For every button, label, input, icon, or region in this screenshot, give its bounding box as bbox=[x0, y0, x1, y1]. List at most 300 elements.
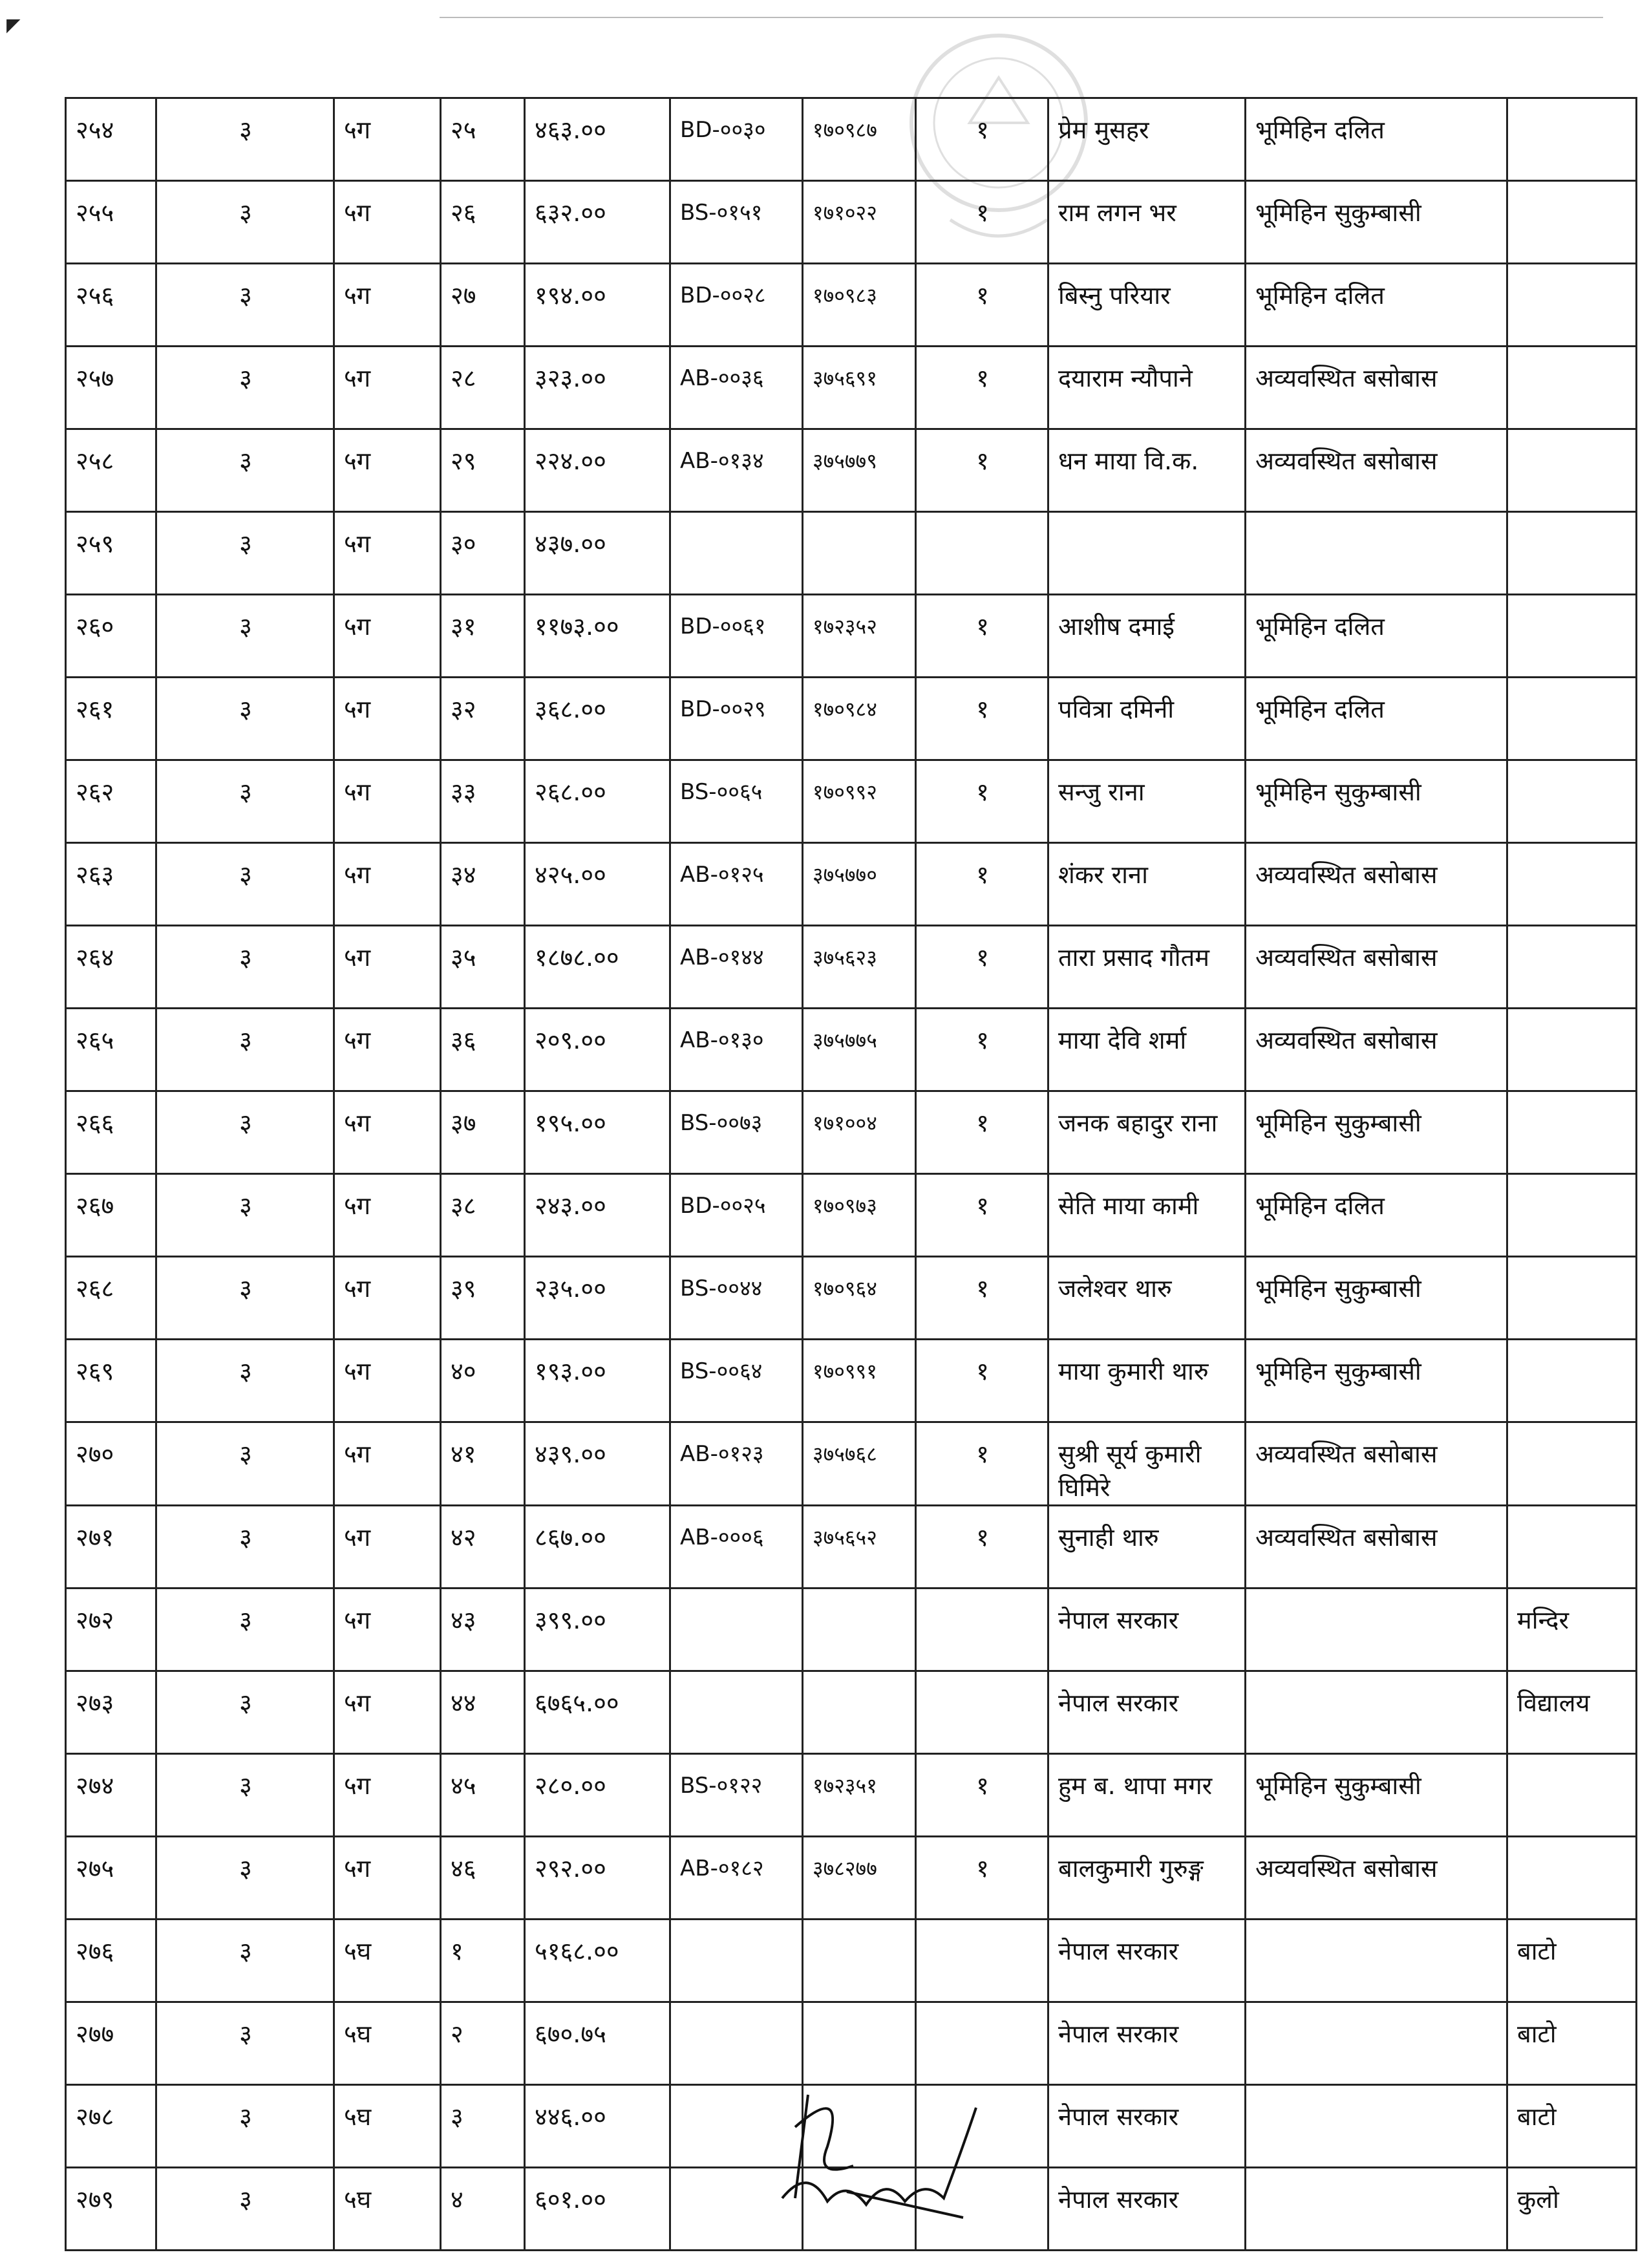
cell-sn: २६४ bbox=[66, 926, 156, 1009]
cell-owner-name: राम लगन भर bbox=[1048, 181, 1246, 264]
cell-certificate-code: AB-०१३४ bbox=[670, 429, 803, 512]
cell-sn: २५९ bbox=[66, 512, 156, 595]
cell-id-number: ३७५७७० bbox=[803, 843, 916, 926]
cell-certificate-code: BS-००७३ bbox=[670, 1091, 803, 1174]
cell-share: १ bbox=[916, 1754, 1048, 1837]
cell-id-number: १७०९८३ bbox=[803, 264, 916, 347]
cell-sn: २५६ bbox=[66, 264, 156, 347]
cell-id-number: १७२३५२ bbox=[803, 595, 916, 678]
cell-certificate-code bbox=[670, 1920, 803, 2002]
cell-ward: ३ bbox=[156, 1091, 334, 1174]
cell-ward: ३ bbox=[156, 1920, 334, 2002]
cell-share bbox=[916, 1589, 1048, 1671]
table-body bbox=[66, 98, 1637, 2251]
cell-category bbox=[1246, 2085, 1507, 2168]
cell-parcel: २५ bbox=[441, 98, 525, 181]
cell-sheet: ५ग bbox=[334, 181, 441, 264]
cell-sn: २५७ bbox=[66, 347, 156, 429]
cell-area: २३५.०० bbox=[525, 1257, 670, 1340]
cell-parcel: २९ bbox=[441, 429, 525, 512]
cell-category: भूमिहिन सुकुम्बासी bbox=[1246, 1340, 1507, 1422]
cell-certificate-code bbox=[670, 1589, 803, 1671]
table-row bbox=[66, 264, 1637, 347]
cell-sheet: ५ग bbox=[334, 1257, 441, 1340]
cell-parcel: ४३ bbox=[441, 1589, 525, 1671]
cell-owner-name: आशीष दमाई bbox=[1048, 595, 1246, 678]
cell-share: १ bbox=[916, 595, 1048, 678]
cell-category: अव्यवस्थित बसोबास bbox=[1246, 843, 1507, 926]
cell-id-number: ३७५६५२ bbox=[803, 1506, 916, 1589]
cell-owner-name: पवित्रा दमिनी bbox=[1048, 678, 1246, 760]
cell-category: भूमिहिन दलित bbox=[1246, 98, 1507, 181]
cell-ward: ३ bbox=[156, 1506, 334, 1589]
cell-parcel: ३४ bbox=[441, 843, 525, 926]
cell-id-number bbox=[803, 1920, 916, 2002]
cell-owner-name: नेपाल सरकार bbox=[1048, 2002, 1246, 2085]
cell-sn: २७० bbox=[66, 1422, 156, 1506]
cell-sn: २६६ bbox=[66, 1091, 156, 1174]
cell-parcel: ३५ bbox=[441, 926, 525, 1009]
cell-certificate-code: AB-०१८२ bbox=[670, 1837, 803, 1920]
cell-parcel: ४६ bbox=[441, 1837, 525, 1920]
cell-category: भूमिहिन सुकुम्बासी bbox=[1246, 760, 1507, 843]
table-row bbox=[66, 1506, 1637, 1589]
cell-sheet: ५ग bbox=[334, 1671, 441, 1754]
cell-area: २९२.०० bbox=[525, 1837, 670, 1920]
cell-id-number: ३७८२७७ bbox=[803, 1837, 916, 1920]
cell-id-number: ३७५७६८ bbox=[803, 1422, 916, 1506]
cell-sheet: ५ग bbox=[334, 760, 441, 843]
cell-remark: बाटो bbox=[1507, 2002, 1637, 2085]
cell-ward: ३ bbox=[156, 843, 334, 926]
cell-sn: २६७ bbox=[66, 1174, 156, 1257]
cell-share: १ bbox=[916, 926, 1048, 1009]
cell-sn: २७२ bbox=[66, 1589, 156, 1671]
cell-certificate-code: BS-००४४ bbox=[670, 1257, 803, 1340]
cell-id-number: ३७५६९१ bbox=[803, 347, 916, 429]
cell-remark bbox=[1507, 347, 1637, 429]
cell-area: ४६३.०० bbox=[525, 98, 670, 181]
top-rule bbox=[440, 17, 1603, 18]
cell-parcel: ३३ bbox=[441, 760, 525, 843]
cell-certificate-code: BS-००६४ bbox=[670, 1340, 803, 1422]
cell-remark bbox=[1507, 181, 1637, 264]
cell-owner-name: बिस्नु परियार bbox=[1048, 264, 1246, 347]
cell-ward: ३ bbox=[156, 2002, 334, 2085]
table-row bbox=[66, 1671, 1637, 1754]
cell-sn: २६२ bbox=[66, 760, 156, 843]
cell-id-number: १७०९९२ bbox=[803, 760, 916, 843]
table-row bbox=[66, 843, 1637, 926]
cell-ward: ३ bbox=[156, 1257, 334, 1340]
cell-area: ५१६८.०० bbox=[525, 1920, 670, 2002]
cell-share bbox=[916, 1920, 1048, 2002]
cell-remark bbox=[1507, 678, 1637, 760]
cell-area: ४२५.०० bbox=[525, 843, 670, 926]
cell-id-number bbox=[803, 1671, 916, 1754]
cell-ward: ३ bbox=[156, 1754, 334, 1837]
cell-ward: ३ bbox=[156, 1671, 334, 1754]
cell-id-number: ३७५७७९ bbox=[803, 429, 916, 512]
cell-ward: ३ bbox=[156, 2085, 334, 2168]
cell-sheet: ५ग bbox=[334, 1589, 441, 1671]
cell-sn: २६८ bbox=[66, 1257, 156, 1340]
cell-owner-name: जलेश्वर थारु bbox=[1048, 1257, 1246, 1340]
cell-sheet: ५घ bbox=[334, 2168, 441, 2251]
cell-share: १ bbox=[916, 1009, 1048, 1091]
cell-category: भूमिहिन दलित bbox=[1246, 678, 1507, 760]
cell-ward: ३ bbox=[156, 760, 334, 843]
cell-area: ६७०.७५ bbox=[525, 2002, 670, 2085]
cell-share: १ bbox=[916, 1174, 1048, 1257]
cell-certificate-code: BS-०१५१ bbox=[670, 181, 803, 264]
cell-ward: ३ bbox=[156, 1174, 334, 1257]
cell-remark bbox=[1507, 1754, 1637, 1837]
cell-remark bbox=[1507, 760, 1637, 843]
cell-category: अव्यवस्थित बसोबास bbox=[1246, 926, 1507, 1009]
table-row bbox=[66, 595, 1637, 678]
cell-area: १९४.०० bbox=[525, 264, 670, 347]
table-row bbox=[66, 512, 1637, 595]
table-row bbox=[66, 760, 1637, 843]
cell-category bbox=[1246, 2002, 1507, 2085]
cell-sheet: ५ग bbox=[334, 1340, 441, 1422]
cell-share: १ bbox=[916, 1340, 1048, 1422]
cell-remark bbox=[1507, 1174, 1637, 1257]
cell-area: ६३२.०० bbox=[525, 181, 670, 264]
cell-share: १ bbox=[916, 98, 1048, 181]
cell-area: ३९९.०० bbox=[525, 1589, 670, 1671]
cell-category bbox=[1246, 1920, 1507, 2002]
table-row bbox=[66, 1589, 1637, 1671]
cell-category bbox=[1246, 2168, 1507, 2251]
cell-sheet: ५ग bbox=[334, 429, 441, 512]
cell-owner-name: प्रेम मुसहर bbox=[1048, 98, 1246, 181]
cell-remark: मन्दिर bbox=[1507, 1589, 1637, 1671]
table-row bbox=[66, 1091, 1637, 1174]
land-record-table bbox=[65, 97, 1637, 2251]
cell-share bbox=[916, 1671, 1048, 1754]
cell-ward: ३ bbox=[156, 1009, 334, 1091]
cell-category: अव्यवस्थित बसोबास bbox=[1246, 1506, 1507, 1589]
table-row bbox=[66, 1009, 1637, 1091]
cell-owner-name: नेपाल सरकार bbox=[1048, 1920, 1246, 2002]
cell-sn: २६९ bbox=[66, 1340, 156, 1422]
cell-share: १ bbox=[916, 1506, 1048, 1589]
cell-owner-name: शंकर राना bbox=[1048, 843, 1246, 926]
cell-remark bbox=[1507, 1506, 1637, 1589]
cell-certificate-code: AB-०१२५ bbox=[670, 843, 803, 926]
cell-sn: २७५ bbox=[66, 1837, 156, 1920]
cell-share: १ bbox=[916, 347, 1048, 429]
table-row bbox=[66, 926, 1637, 1009]
cell-ward: ३ bbox=[156, 512, 334, 595]
cell-ward: ३ bbox=[156, 181, 334, 264]
cell-sheet: ५ग bbox=[334, 347, 441, 429]
cell-category bbox=[1246, 1589, 1507, 1671]
cell-owner-name: सुनाही थारु bbox=[1048, 1506, 1246, 1589]
cell-remark bbox=[1507, 429, 1637, 512]
cell-ward: ३ bbox=[156, 926, 334, 1009]
cell-category: अव्यवस्थित बसोबास bbox=[1246, 1009, 1507, 1091]
cell-parcel: ३८ bbox=[441, 1174, 525, 1257]
cell-id-number: ३७५७७५ bbox=[803, 1009, 916, 1091]
cell-category: भूमिहिन दलित bbox=[1246, 595, 1507, 678]
cell-id-number: १७०९६४ bbox=[803, 1257, 916, 1340]
cell-certificate-code: BD-००२८ bbox=[670, 264, 803, 347]
cell-owner-name: नेपाल सरकार bbox=[1048, 2168, 1246, 2251]
cell-owner-name: हुम ब. थापा मगर bbox=[1048, 1754, 1246, 1837]
cell-remark: विद्यालय bbox=[1507, 1671, 1637, 1754]
cell-sn: २५४ bbox=[66, 98, 156, 181]
cell-sheet: ५ग bbox=[334, 98, 441, 181]
cell-area: २०९.०० bbox=[525, 1009, 670, 1091]
cell-sheet: ५घ bbox=[334, 2002, 441, 2085]
cell-id-number: ३७५६२३ bbox=[803, 926, 916, 1009]
cell-certificate-code: BD-००२५ bbox=[670, 1174, 803, 1257]
table-row bbox=[66, 1837, 1637, 1920]
cell-remark bbox=[1507, 843, 1637, 926]
cell-sheet: ५घ bbox=[334, 1920, 441, 2002]
cell-remark: कुलो bbox=[1507, 2168, 1637, 2251]
cell-ward: ३ bbox=[156, 595, 334, 678]
table-row bbox=[66, 1340, 1637, 1422]
cell-owner-name: जनक बहादुर राना bbox=[1048, 1091, 1246, 1174]
cell-parcel: ३ bbox=[441, 2085, 525, 2168]
signature bbox=[769, 2069, 1002, 2231]
cell-owner-name: नेपाल सरकार bbox=[1048, 1671, 1246, 1754]
cell-parcel: ४ bbox=[441, 2168, 525, 2251]
cell-parcel: ३१ bbox=[441, 595, 525, 678]
cell-id-number: १७१००४ bbox=[803, 1091, 916, 1174]
cell-share: १ bbox=[916, 1091, 1048, 1174]
cell-owner-name: नेपाल सरकार bbox=[1048, 2085, 1246, 2168]
cell-sn: २६५ bbox=[66, 1009, 156, 1091]
table-row bbox=[66, 1174, 1637, 1257]
cell-sn: २७७ bbox=[66, 2002, 156, 2085]
cell-ward: ३ bbox=[156, 264, 334, 347]
cell-owner-name: सेति माया कामी bbox=[1048, 1174, 1246, 1257]
cell-certificate-code: AB-०१२३ bbox=[670, 1422, 803, 1506]
table-row bbox=[66, 678, 1637, 760]
cell-area: २२४.०० bbox=[525, 429, 670, 512]
cell-sn: २६३ bbox=[66, 843, 156, 926]
cell-category: अव्यवस्थित बसोबास bbox=[1246, 1422, 1507, 1506]
cell-category: भूमिहिन दलित bbox=[1246, 1174, 1507, 1257]
cell-area: २४३.०० bbox=[525, 1174, 670, 1257]
cell-ward: ३ bbox=[156, 429, 334, 512]
cell-owner-name bbox=[1048, 512, 1246, 595]
cell-certificate-code: AB-०००६ bbox=[670, 1506, 803, 1589]
cell-ward: ३ bbox=[156, 2168, 334, 2251]
cell-certificate-code: AB-०१३० bbox=[670, 1009, 803, 1091]
cell-area: ६०१.०० bbox=[525, 2168, 670, 2251]
cell-parcel: ३० bbox=[441, 512, 525, 595]
cell-sheet: ५ग bbox=[334, 512, 441, 595]
cell-owner-name: दयाराम न्यौपाने bbox=[1048, 347, 1246, 429]
cell-parcel: ४० bbox=[441, 1340, 525, 1422]
cell-area: ४४६.०० bbox=[525, 2085, 670, 2168]
cell-parcel: ४४ bbox=[441, 1671, 525, 1754]
cell-category: भूमिहिन सुकुम्बासी bbox=[1246, 1091, 1507, 1174]
cell-sheet: ५ग bbox=[334, 1174, 441, 1257]
cell-certificate-code: BD-००२९ bbox=[670, 678, 803, 760]
cell-sheet: ५ग bbox=[334, 264, 441, 347]
cell-id-number: १७०९७३ bbox=[803, 1174, 916, 1257]
cell-remark bbox=[1507, 1091, 1637, 1174]
cell-certificate-code bbox=[670, 1671, 803, 1754]
cell-sn: २५८ bbox=[66, 429, 156, 512]
cell-area: ३२३.०० bbox=[525, 347, 670, 429]
cell-certificate-code: BS-०१२२ bbox=[670, 1754, 803, 1837]
cell-sheet: ५ग bbox=[334, 595, 441, 678]
cell-sheet: ५ग bbox=[334, 1091, 441, 1174]
cell-id-number: १७२३५१ bbox=[803, 1754, 916, 1837]
cell-remark bbox=[1507, 1837, 1637, 1920]
cell-sn: २६० bbox=[66, 595, 156, 678]
cell-remark: बाटो bbox=[1507, 1920, 1637, 2002]
cell-sheet: ५ग bbox=[334, 926, 441, 1009]
cell-sn: २७१ bbox=[66, 1506, 156, 1589]
cell-share: १ bbox=[916, 1837, 1048, 1920]
cell-sheet: ५ग bbox=[334, 1422, 441, 1506]
cell-certificate-code: BS-००६५ bbox=[670, 760, 803, 843]
cell-sn: २५५ bbox=[66, 181, 156, 264]
cell-area: ११७३.०० bbox=[525, 595, 670, 678]
cell-area: २८०.०० bbox=[525, 1754, 670, 1837]
cell-share: १ bbox=[916, 1422, 1048, 1506]
cell-owner-name: माया कुमारी थारु bbox=[1048, 1340, 1246, 1422]
cell-ward: ३ bbox=[156, 1340, 334, 1422]
cell-parcel: ३२ bbox=[441, 678, 525, 760]
cell-category: भूमिहिन सुकुम्बासी bbox=[1246, 1257, 1507, 1340]
cell-ward: ३ bbox=[156, 1422, 334, 1506]
cell-sheet: ५ग bbox=[334, 1837, 441, 1920]
cell-area: ६७६५.०० bbox=[525, 1671, 670, 1754]
table-row bbox=[66, 1754, 1637, 1837]
cell-sheet: ५ग bbox=[334, 1009, 441, 1091]
cell-remark bbox=[1507, 264, 1637, 347]
cell-parcel: २ bbox=[441, 2002, 525, 2085]
table-row bbox=[66, 181, 1637, 264]
cell-category: अव्यवस्थित बसोबास bbox=[1246, 429, 1507, 512]
cell-owner-name: बालकुमारी गुरुङ्ग bbox=[1048, 1837, 1246, 1920]
cell-ward: ३ bbox=[156, 678, 334, 760]
cell-category: भूमिहिन दलित bbox=[1246, 264, 1507, 347]
cell-owner-name: सुश्री सूर्य कुमारी घिमिरे bbox=[1048, 1422, 1246, 1506]
cell-sn: २७८ bbox=[66, 2085, 156, 2168]
cell-owner-name: सन्जु राना bbox=[1048, 760, 1246, 843]
cell-area: १८७८.०० bbox=[525, 926, 670, 1009]
cell-ward: ३ bbox=[156, 98, 334, 181]
cell-ward: ३ bbox=[156, 347, 334, 429]
cell-sheet: ५ग bbox=[334, 843, 441, 926]
cell-remark bbox=[1507, 926, 1637, 1009]
cell-share: १ bbox=[916, 760, 1048, 843]
cell-sheet: ५ग bbox=[334, 678, 441, 760]
cell-remark bbox=[1507, 1422, 1637, 1506]
cell-id-number: १७०९८७ bbox=[803, 98, 916, 181]
cell-remark bbox=[1507, 1009, 1637, 1091]
cell-share bbox=[916, 512, 1048, 595]
cell-remark bbox=[1507, 1340, 1637, 1422]
cell-share: १ bbox=[916, 264, 1048, 347]
cell-area: १९३.०० bbox=[525, 1340, 670, 1422]
cell-category: भूमिहिन सुकुम्बासी bbox=[1246, 1754, 1507, 1837]
cell-owner-name: माया देवि शर्मा bbox=[1048, 1009, 1246, 1091]
cell-share: १ bbox=[916, 429, 1048, 512]
cell-certificate-code: BD-००६१ bbox=[670, 595, 803, 678]
table-row bbox=[66, 347, 1637, 429]
cell-owner-name: नेपाल सरकार bbox=[1048, 1589, 1246, 1671]
cell-certificate-code: AB-०१४४ bbox=[670, 926, 803, 1009]
cell-sn: २७४ bbox=[66, 1754, 156, 1837]
table-row bbox=[66, 1920, 1637, 2002]
cell-owner-name: तारा प्रसाद गौतम bbox=[1048, 926, 1246, 1009]
cell-parcel: ४५ bbox=[441, 1754, 525, 1837]
cell-sn: २७३ bbox=[66, 1671, 156, 1754]
corner-mark: ◤ bbox=[6, 14, 21, 36]
cell-area: २६८.०० bbox=[525, 760, 670, 843]
cell-ward: ३ bbox=[156, 1837, 334, 1920]
cell-id-number: १७०९९१ bbox=[803, 1340, 916, 1422]
cell-parcel: ३६ bbox=[441, 1009, 525, 1091]
cell-area: ३६८.०० bbox=[525, 678, 670, 760]
cell-parcel: २८ bbox=[441, 347, 525, 429]
cell-category: भूमिहिन सुकुम्बासी bbox=[1246, 181, 1507, 264]
cell-id-number bbox=[803, 1589, 916, 1671]
cell-remark bbox=[1507, 1257, 1637, 1340]
cell-share: १ bbox=[916, 678, 1048, 760]
cell-certificate-code: AB-००३६ bbox=[670, 347, 803, 429]
cell-remark bbox=[1507, 98, 1637, 181]
cell-category: अव्यवस्थित बसोबास bbox=[1246, 1837, 1507, 1920]
cell-sheet: ५ग bbox=[334, 1506, 441, 1589]
cell-area: ८६७.०० bbox=[525, 1506, 670, 1589]
cell-sheet: ५ग bbox=[334, 1754, 441, 1837]
table-row bbox=[66, 429, 1637, 512]
cell-sn: २७९ bbox=[66, 2168, 156, 2251]
cell-area: ४३७.०० bbox=[525, 512, 670, 595]
cell-id-number: १७१०२२ bbox=[803, 181, 916, 264]
cell-remark: बाटो bbox=[1507, 2085, 1637, 2168]
cell-sheet: ५घ bbox=[334, 2085, 441, 2168]
cell-remark bbox=[1507, 512, 1637, 595]
cell-certificate-code: BD-००३० bbox=[670, 98, 803, 181]
cell-parcel: २७ bbox=[441, 264, 525, 347]
cell-parcel: ३७ bbox=[441, 1091, 525, 1174]
cell-area: ४३९.०० bbox=[525, 1422, 670, 1506]
cell-ward: ३ bbox=[156, 1589, 334, 1671]
cell-parcel: ४२ bbox=[441, 1506, 525, 1589]
cell-parcel: १ bbox=[441, 1920, 525, 2002]
cell-parcel: ४१ bbox=[441, 1422, 525, 1506]
cell-category bbox=[1246, 1671, 1507, 1754]
cell-category bbox=[1246, 512, 1507, 595]
cell-share: १ bbox=[916, 843, 1048, 926]
cell-parcel: २६ bbox=[441, 181, 525, 264]
cell-certificate-code bbox=[670, 512, 803, 595]
cell-sn: २६१ bbox=[66, 678, 156, 760]
cell-parcel: ३९ bbox=[441, 1257, 525, 1340]
table-row bbox=[66, 98, 1637, 181]
cell-area: १९५.०० bbox=[525, 1091, 670, 1174]
cell-sn: २७६ bbox=[66, 1920, 156, 2002]
cell-share: १ bbox=[916, 181, 1048, 264]
cell-id-number: १७०९८४ bbox=[803, 678, 916, 760]
cell-category: अव्यवस्थित बसोबास bbox=[1246, 347, 1507, 429]
table-row bbox=[66, 1422, 1637, 1506]
